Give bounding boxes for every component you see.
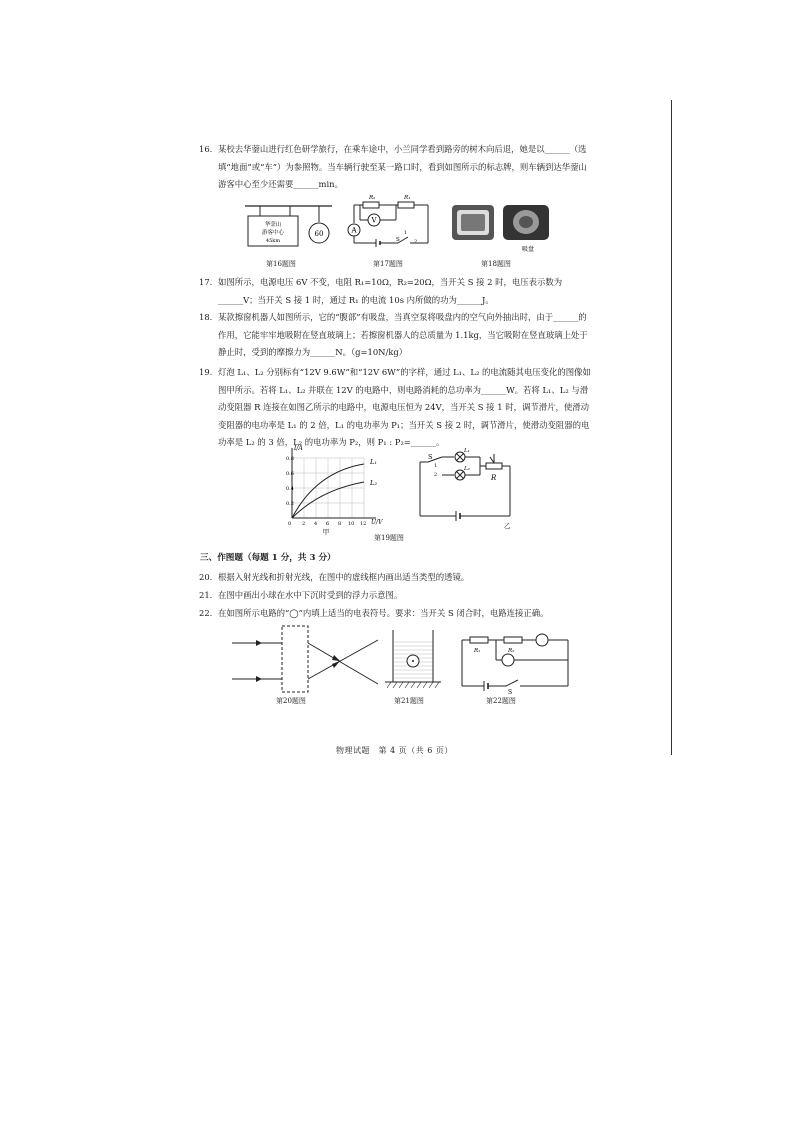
question-text: 如图所示，电源电压 6V 不变，电阻 R₁=10Ω，R₂=20Ω，当开关 S 接 2 时，电压表示数为______V；当开关 S 接 1 时，通过 R₁ 的电流 10s 内所做的功为______J。 xyxy=(218,277,563,305)
svg-text:8: 8 xyxy=(338,521,342,527)
section-3-heading: 三、作图题（每题 1 分，共 3 分） xyxy=(200,553,336,563)
question-number: 17. xyxy=(199,277,213,287)
page-footer: 物理试题 第 4 页（共 6 页） xyxy=(336,746,453,755)
question-number: 22. xyxy=(199,608,213,618)
figure-19-circuit xyxy=(414,448,524,530)
figure-17-circuit xyxy=(346,193,436,253)
figure-18-window-robot xyxy=(450,203,550,253)
caption-18: 第18题图 xyxy=(481,260,511,268)
question-21 xyxy=(200,587,595,605)
svg-text:0.2: 0.2 xyxy=(286,501,294,507)
svg-text:12: 12 xyxy=(360,521,367,527)
question-16 xyxy=(200,141,595,194)
question-text: 某校去华蓥山进行红色研学旅行，在乘车途中，小兰同学看到路旁的树木向后退，她是以______（选填“地面”或“车”）为参照物。当车辆行驶至某一路口时，看到如图所示的标志牌，则车辆到达华蓥山游客中心至少还需要______min。 xyxy=(218,144,587,189)
svg-text:2: 2 xyxy=(302,521,306,527)
svg-text:0.8: 0.8 xyxy=(286,456,294,462)
speed-limit: 60 xyxy=(314,230,324,238)
svg-text:S: S xyxy=(428,453,433,461)
svg-text:1: 1 xyxy=(404,230,408,236)
svg-text:R₂: R₂ xyxy=(508,648,515,654)
svg-text:S: S xyxy=(508,689,513,696)
caption-17: 第17题图 xyxy=(373,260,403,268)
question-number: 18. xyxy=(199,312,213,322)
question-text: 灯泡 L₁、L₂ 分别标有“12V 9.6W”和“12V 6W”的字样，通过 L₁、L₂ 的电流随其电压变化的图像如图甲所示。若将 L₁、L₂ 并联在 12V 的电路中，则电路消耗的总功率为______W。若将 L₁、L₂ 与滑动变阻器 R 连接在如图乙所示的电路中，电源电压恒为 24V，当开关 S 接 1 时，调节滑片，使滑动变阻器的电功率是 L₁ 的 2 倍，L₁ 的电功率为 P₁；当开关 S 接 2 时，调节滑片，使滑动变阻器的电功率是 L₂ 的 3 倍，L₂ 的电功率为 P₂，则 P₁ : P₂=______。 xyxy=(218,367,591,447)
svg-text:V: V xyxy=(371,216,377,225)
caption-16: 第16题图 xyxy=(266,260,296,268)
svg-text:10: 10 xyxy=(348,521,355,527)
question-20 xyxy=(200,569,595,587)
question-18 xyxy=(200,309,595,362)
svg-text:1: 1 xyxy=(434,463,438,469)
graph-y-label: I/A xyxy=(294,445,303,452)
figure-16-road-sign xyxy=(240,202,340,252)
svg-text:0.6: 0.6 xyxy=(286,471,294,477)
sign-line-2: 游客中心 xyxy=(261,230,285,236)
sign-distance: 45km xyxy=(265,238,281,244)
question-number: 21. xyxy=(199,590,213,600)
question-number: 20. xyxy=(199,572,213,582)
figure-21-ball-in-water xyxy=(383,628,443,692)
question-number: 16. xyxy=(199,144,213,154)
svg-text:R: R xyxy=(491,474,497,482)
question-text: 在如图所示电路的“◯”内填上适当的电表符号。要求：当开关 S 闭合时，电路连接正确。 xyxy=(218,608,549,618)
caption-19: 第19题图 xyxy=(374,534,404,542)
page-divider xyxy=(671,100,672,755)
question-number: 19. xyxy=(199,367,213,377)
subfig-b-label: 乙 xyxy=(504,522,511,530)
svg-text:2: 2 xyxy=(414,239,418,245)
question-22 xyxy=(200,605,595,623)
svg-text:2: 2 xyxy=(434,472,438,478)
svg-text:L₂: L₂ xyxy=(370,479,377,487)
figure-20-lens xyxy=(232,624,382,694)
subfig-a-label: 甲 xyxy=(322,528,330,536)
svg-text:R₁: R₁ xyxy=(404,195,411,201)
svg-text:L₁: L₁ xyxy=(464,448,470,454)
graph-x-label: U/V xyxy=(371,519,383,526)
question-text: 在图中画出小球在水中下沉时受到的浮力示意图。 xyxy=(218,590,403,600)
figure-22-circuit xyxy=(456,630,576,696)
svg-text:R₁: R₁ xyxy=(474,648,481,654)
svg-text:6: 6 xyxy=(326,521,330,527)
svg-text:0: 0 xyxy=(288,521,292,527)
question-text: 根据入射光线和折射光线，在图中的虚线框内画出适当类型的透镜。 xyxy=(218,572,470,582)
figure-19-iu-graph xyxy=(284,444,394,536)
question-17 xyxy=(200,274,595,309)
svg-text:S: S xyxy=(396,237,400,243)
caption-20: 第20题图 xyxy=(276,697,306,705)
caption-21: 第21题图 xyxy=(394,697,424,705)
caption-22: 第22题图 xyxy=(486,697,516,705)
sign-line-1: 华蓥山 xyxy=(264,222,282,228)
svg-text:R₂: R₂ xyxy=(369,195,376,201)
question-19 xyxy=(200,364,595,452)
suction-cup-label: 吸盘 xyxy=(521,246,535,253)
svg-text:0.4: 0.4 xyxy=(286,486,294,492)
svg-text:L₁: L₁ xyxy=(370,458,377,466)
svg-text:4: 4 xyxy=(314,521,318,527)
svg-text:A: A xyxy=(351,226,357,235)
svg-text:L₂: L₂ xyxy=(464,466,470,472)
question-text: 某款擦窗机器人如图所示，它的“腹部”有吸盘，当真空泵将吸盘内的空气向外抽出时，由于______的作用，它能牢牢地吸附在竖直玻璃上；若擦窗机器人的总质量为 1.1kg，当它吸附在竖直玻璃上处于静止时，受到的摩擦力为______N。（g=10N/kg） xyxy=(218,312,588,357)
